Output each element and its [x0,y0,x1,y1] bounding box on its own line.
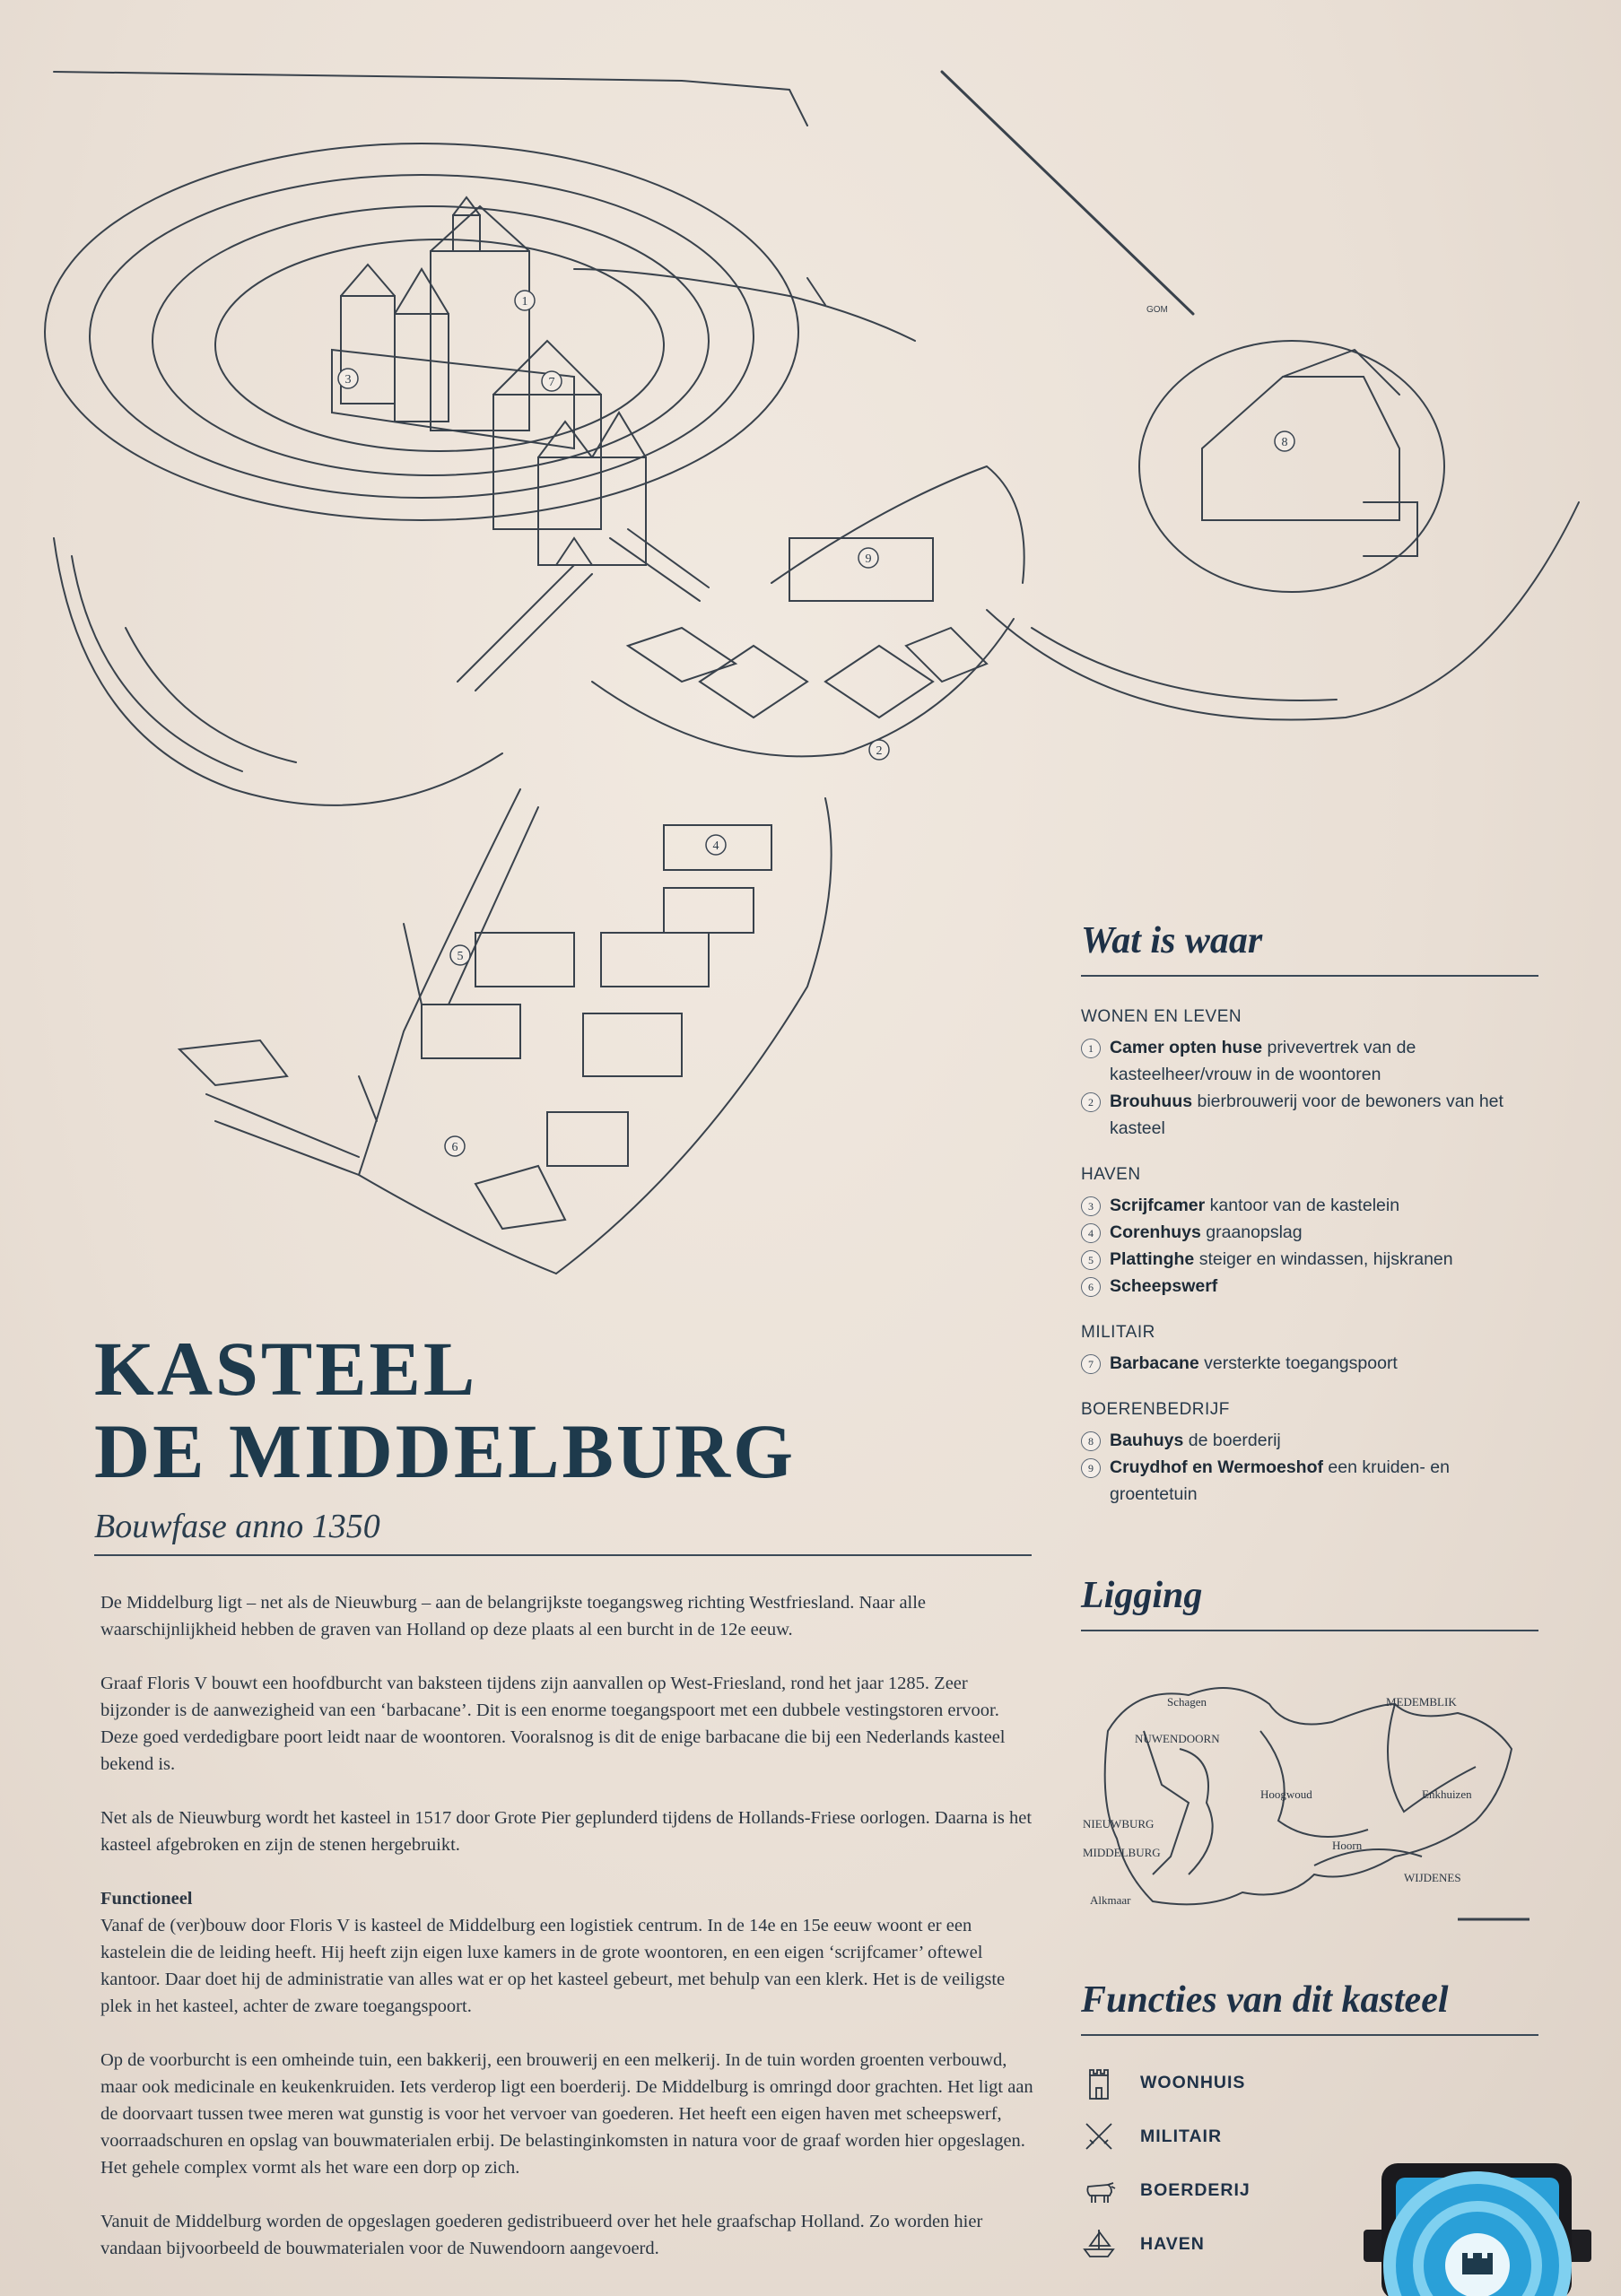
function-label: MILITAIR [1140,2126,1223,2146]
legend-item [1081,1454,1538,1508]
map-label: NUWENDOORN [1135,1732,1220,1745]
function-label: WOONHUIS [1140,2072,1246,2092]
map-label: WIJDENES [1404,1871,1461,1884]
page-title-line-1: KASTEEL [94,1326,478,1412]
function-item [1081,2056,1538,2109]
audio-guide-device[interactable] [1356,2160,1599,2296]
legend-panel [1081,919,1538,1531]
legend-text [1110,1246,1453,1273]
legend-item-desc: steiger en windassen, hijskranen [1198,1249,1453,1269]
paragraph: Net als de Nieuwburg wordt het kasteel in 1517 door Grote Pier geplunderd tijdens de Hollands-Friese oorlogen. Daarna is het kasteel afgebroken en zijn de stenen hergebruikt. [100,1808,1033,1855]
legend-item-name: Bauhuys [1110,1431,1184,1450]
legend-item [1081,1350,1538,1377]
title-block [94,1327,1036,1546]
legend-number-badge: 1 [1081,1039,1101,1058]
svg-text:3: 3 [344,373,352,387]
function-label: BOERDERIJ [1140,2179,1251,2200]
legend-item-name: Plattinghe [1110,1249,1195,1269]
castle-logo-icon [1462,2253,1493,2274]
legend-item-desc: een kruiden- en groentetuin [1110,1457,1450,1504]
legend-number-badge: 7 [1081,1354,1101,1374]
legend-item [1081,1034,1538,1088]
paragraph: Graaf Floris V bouwt een hoofdburcht van baksteen tijdens zijn aanvallen op West-Friesland, rond het jaar 1285. Zeer bijzonder is de aanwezigheid van een ‘barbacane’. Dit is een enorme toegangspoort met een dubbele vestingstoren ervoor. Deze goed verdedigbare poort leidt naar de woontoren. Vooralsnog is dit de enige barbacane die bij een Nederlands kasteel bekend is. [100,1674,1006,1774]
farm-drawing [987,341,1579,720]
legend-item-desc: privevertrek van de kasteelheer/vrouw in de woontoren [1110,1038,1416,1084]
map-label: Enkhuizen [1422,1787,1472,1801]
legend-item-desc: de boerderij [1188,1431,1281,1450]
page-subtitle: Bouwfase anno 1350 [94,1508,380,1545]
legend-text [1110,1192,1399,1219]
map-label: MIDDELBURG [1083,1846,1161,1859]
legend-number-badge: 2 [1081,1092,1101,1112]
legend-text [1110,1427,1281,1454]
svg-text:1: 1 [521,295,528,309]
legend-text [1110,1034,1538,1088]
paragraph: De Middelburg ligt – net als de Nieuwburg – aan de belangrijkste toegangsweg richting Westfriesland. Naar alle waarschijnlijkheid hebben de graven van Holland op deze plaats al een burcht in de 12e eeuw. [100,1593,927,1639]
legend-item [1081,1192,1538,1219]
svg-text:5: 5 [457,950,464,963]
svg-text:9: 9 [865,552,872,566]
legend-text [1110,1219,1303,1246]
map-label: Hoorn [1332,1839,1363,1852]
svg-text:6: 6 [451,1141,458,1154]
legend-number-badge: 6 [1081,1277,1101,1297]
tower-icon [1081,2065,1117,2100]
legend-item-name: Barbacane [1110,1353,1199,1373]
svg-text:2: 2 [876,744,883,758]
legend-item-name: Brouhuus [1110,1091,1193,1111]
legend-text [1110,1088,1538,1142]
harbour-drawing [179,789,832,1274]
svg-text:8: 8 [1281,436,1288,449]
legend-number-badge: 4 [1081,1223,1101,1243]
legend-text [1110,1273,1217,1300]
map-label: Schagen [1167,1695,1207,1709]
legend-text [1110,1350,1398,1377]
legend-text [1110,1454,1538,1508]
body-text [100,1589,1033,2289]
paragraph: Vanuit de Middelburg worden de opgeslagen goederen gedistribueerd over het hele graafschap Holland. Zo worden hier vandaan bijvoorbeeld de bouwmaterialen voor de Nuwendoorn aangevoerd. [100,2212,983,2258]
ship-icon [1081,2226,1117,2262]
main-mound [45,72,807,805]
legend-item-name: Scheepswerf [1110,1276,1218,1296]
legend-item-name: Scrijfcamer [1110,1196,1206,1215]
legend-item [1081,1219,1538,1246]
ligging-title: Ligging [1081,1575,1203,1616]
svg-text:4: 4 [712,839,719,853]
legend-category: HAVEN [1081,1165,1141,1184]
legend-number-badge: 9 [1081,1458,1101,1478]
paragraph: Vanaf de (ver)bouw door Floris V is kasteel de Middelburg een logistiek centrum. In de 14e en 15e eeuw woont er een kastelein die de leiding heeft. Hij heeft zijn eigen luxe kamers in de grote woontoren, en een eigen ‘scrijfcamer’ oftewel kantoor. Daar doet hij de administratie van alles wat er op het kasteel gebeurt, met behulp van een klerk. Het is de veiligste plek in het kasteel, achter de zware toegangspoort. [100,1916,1006,2016]
legend-item-name: Camer opten huse [1110,1038,1263,1057]
legend-group [1081,1165,1538,1300]
section-heading: Functioneel [100,1889,193,1909]
legend-category: BOERENBEDRIJF [1081,1400,1230,1419]
map-label: NIEUWBURG [1083,1817,1155,1831]
location-map [1081,1650,1529,1946]
legend-item-desc: bierbrouwerij voor de bewoners van het kasteel [1110,1091,1503,1138]
artist-signature: GOM [1146,305,1168,315]
functions-title: Functies van dit kasteel [1081,1979,1449,2021]
page-title-line-2: DE MIDDELBURG [94,1408,797,1494]
legend-category: MILITAIR [1081,1323,1155,1342]
paragraph: Op de voorburcht is een omheinde tuin, een bakkerij, een brouwerij en een melkerij. In de tuin worden groenten verbouwd, maar ook medicinale en keukenkruiden. Iets verderop ligt een boerderij. De Middelburg is omringd door grachten. Het ligt aan de doorvaart tussen twee meren wat gunstig is voor het vervoer van goederen. Het heeft een eigen haven met scheepswerf, voorraadschuren en opslag van bouwmaterialen erbij. De belastinginkomsten in natura voor de graaf worden hier opgeslagen. Het gehele complex vormt als het ware een dorp op zich. [100,2050,1033,2178]
legend-item [1081,1273,1538,1300]
map-label: MEDEMBLIK [1386,1695,1457,1709]
legend-item-desc: graanopslag [1206,1222,1303,1242]
legend-item-name: Cruydhof en Wermoeshof [1110,1457,1323,1477]
legend-number-badge: 8 [1081,1431,1101,1451]
svg-text:7: 7 [548,376,555,389]
legend-divider [1081,975,1538,977]
legend-title: Wat is waar [1081,920,1263,961]
legend-item [1081,1246,1538,1273]
map-label: Hoogwoud [1260,1787,1312,1801]
ligging-panel [1081,1574,1538,1631]
legend-category: WONEN EN LEVEN [1081,1007,1242,1026]
legend-item-desc: kantoor van de kastelein [1209,1196,1400,1215]
legend-number-badge: 3 [1081,1196,1101,1216]
map-label: Alkmaar [1090,1893,1131,1907]
title-divider [94,1554,1032,1556]
legend-groups [1081,1007,1538,1508]
legend-number-badge: 5 [1081,1250,1101,1270]
legend-item-name: Corenhuys [1110,1222,1201,1242]
legend-group [1081,1400,1538,1508]
functions-divider [1081,2034,1538,2036]
forecourt-drawing [592,466,1024,756]
cow-icon [1081,2172,1117,2208]
crossed-swords-icon [1081,2118,1117,2154]
ligging-divider [1081,1630,1538,1631]
legend-group [1081,1323,1538,1377]
legend-item [1081,1088,1538,1142]
function-item [1081,2109,1538,2163]
legend-group [1081,1007,1538,1142]
function-label: HAVEN [1140,2233,1205,2254]
legend-item-desc: versterkte toegangspoort [1204,1353,1398,1373]
legend-item [1081,1427,1538,1454]
